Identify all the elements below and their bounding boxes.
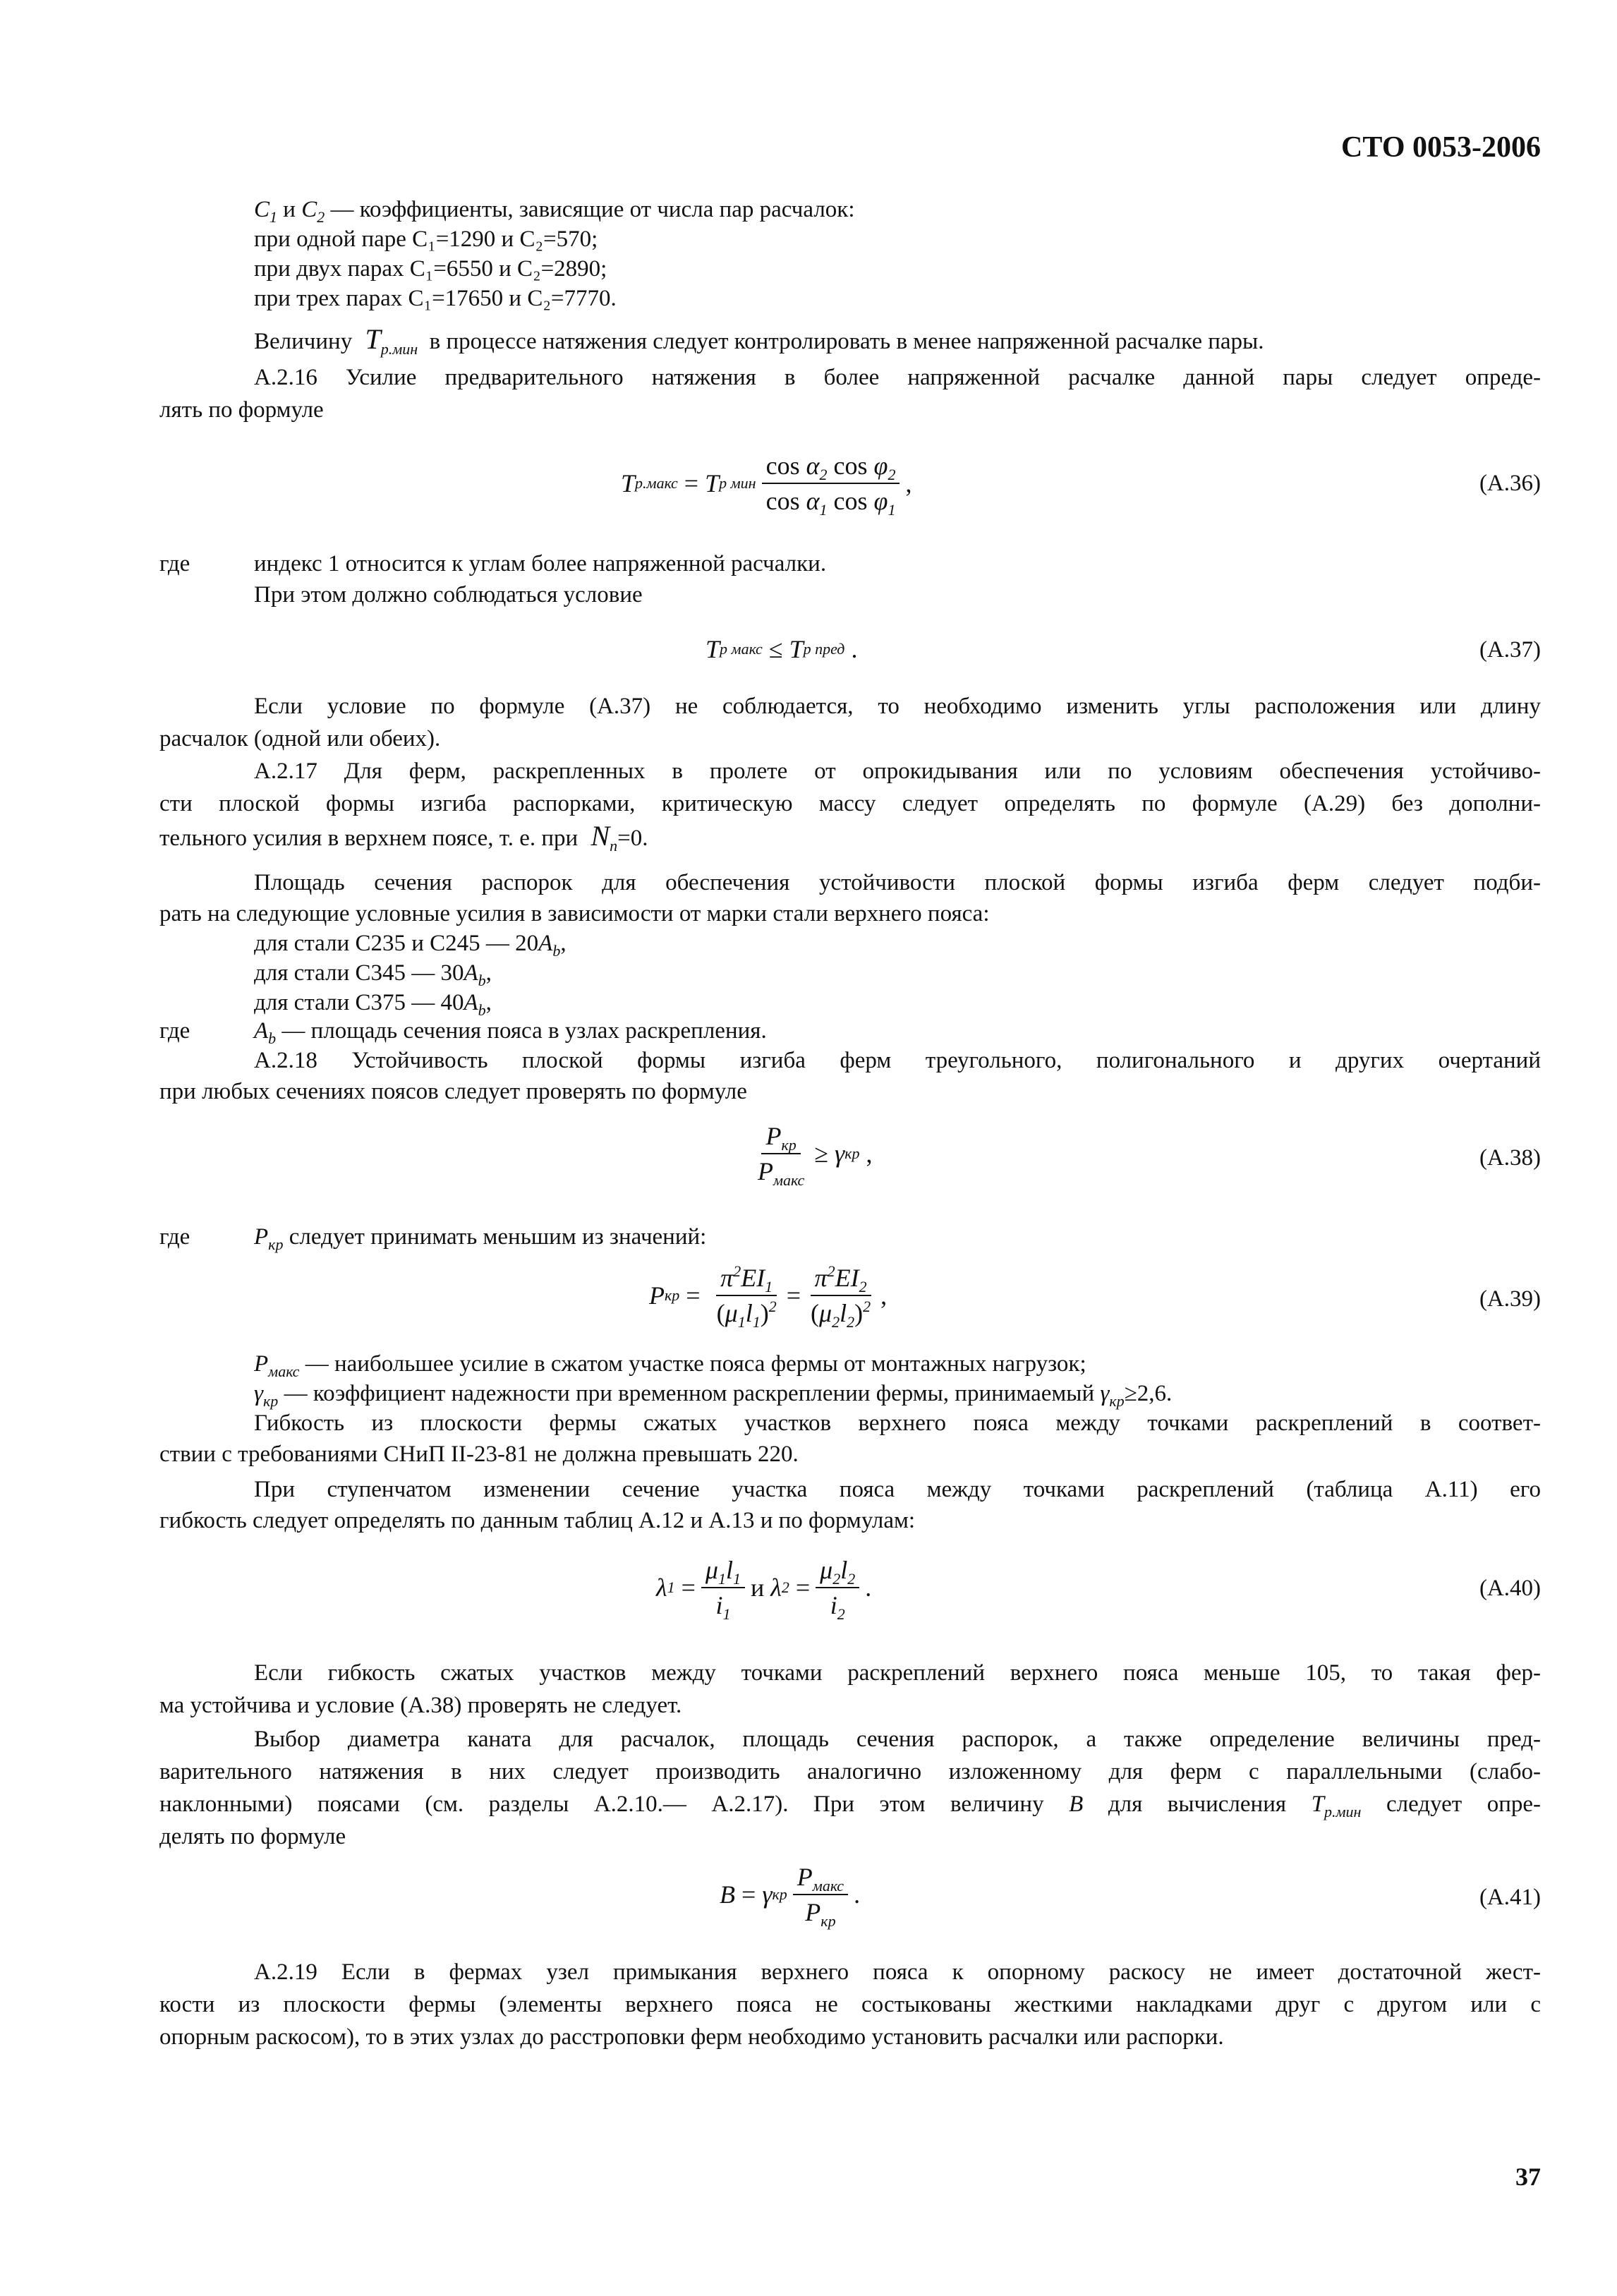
- where-label: где: [159, 1224, 190, 1250]
- if-not-line2: расчалок (одной или обеих).: [159, 726, 441, 751]
- flexibility-line1: Гибкость из плоскости фермы сжатых участков верхнего пояса между точками раскреплений в соответ-: [254, 1410, 1541, 1436]
- stepwise-line2: гибкость следует определять по данным таблиц А.12 и А.13 и по формулам:: [159, 1508, 916, 1533]
- choice-line4: делять по формуле: [159, 1824, 346, 1849]
- equation-a39: P кр = $\frac{\pi^2EI_1}{(\mu_1l_1)^2}$ = $\frac{\pi^2EI_2}{(\mu_2l_2)^2}$ ,: [649, 1262, 888, 1331]
- equation-a40-number: (А.40): [1479, 1576, 1541, 1601]
- equation-a41-number: (А.41): [1479, 1885, 1541, 1910]
- choice-line3: наклонными) поясами (см. разделы А.2.10.— А.2.17). При этом величину B для вычисления $T_{р.мин}$ следует опре-: [159, 1792, 1542, 1820]
- section-a217-line2: сти плоской формы изгиба распорками, критическую массу следует определять по формуле (А.29) без дополни-: [159, 791, 1541, 816]
- equation-a38-number: (А.38): [1479, 1145, 1541, 1171]
- condition-intro: При этом должно соблюдаться условие: [254, 582, 643, 608]
- if-not-line1: Если условие по формуле (А.37) не соблюдается, то необходимо изменить углы расположения или длину: [254, 694, 1541, 719]
- three-pairs-values: при трех парах C₁=17650 и C₂=7770.: [254, 286, 617, 311]
- choice-line2: варительного натяжения в них следует производить аналогично изложенному для ферм с параллельными (слабо-: [159, 1759, 1541, 1784]
- stable-line1: Если гибкость сжатых участков между точками раскреплений верхнего пояса меньше 105, то такая фер-: [254, 1660, 1541, 1686]
- brace-area-line1: Площадь сечения распорок для обеспечения устойчивости плоской формы изгиба ферм следует подби-: [254, 870, 1541, 895]
- c1c2-definition: $C_1$ и $C_2$ — коэффициенты, зависящие от числа пар расчалок:: [254, 197, 855, 226]
- one-pair-values: при одной паре C₁=1290 и C₂=570;: [254, 226, 598, 252]
- stepwise-line1: При ступенчатом изменении сечение участка пояса между точками раскреплений (таблица А.11) его: [254, 1477, 1541, 1502]
- brace-area-line2: рать на следующие условные усилия в зависимости от марки стали верхнего пояса:: [159, 901, 990, 926]
- document-code-header: СТО 0053-2006: [1341, 131, 1541, 164]
- section-a219-line3: опорным раскосом), то в этих узлах до расстроповки ферм необходимо установить расчалки или распорки.: [159, 2024, 1224, 2050]
- choice-line1: Выбор диаметра каната для расчалок, площадь сечения распорок, а также определение величины пред-: [254, 1727, 1541, 1752]
- gamma-definition: $\gamma_{кр}$ — коэффициент надежности при временном раскреплении фермы, принимаемый $\gamma_{кр}\ge 2,6$.: [254, 1381, 1173, 1410]
- flexibility-line2: ствии с требованиями СНиП II-23-81 не должна превышать 220.: [159, 1442, 799, 1467]
- equation-a38: $\frac{P_{кр}}{P_{макс}}$ ≥ γ кр ,: [748, 1115, 873, 1192]
- section-a217-line3: тельного усилия в верхнем поясе, т. е. при $N_п=0$.: [159, 820, 648, 854]
- steel-c235-c245: для стали С235 и С245 — $20A_b$,: [254, 931, 567, 960]
- two-pairs-values: при двух парах C₁=6550 и C₂=2890;: [254, 256, 607, 282]
- steel-c375: для стали С375 — $40A_b$,: [254, 990, 492, 1019]
- stable-line2: ма устойчива и условие (А.38) проверять не следует.: [159, 1693, 682, 1718]
- ab-definition: $A_b$ — площадь сечения пояса в узлах раскрепления.: [254, 1018, 767, 1047]
- equation-a36-number: (А.36): [1479, 471, 1541, 496]
- where-label: где: [159, 551, 190, 576]
- equation-a41: B = γ кр $\frac{P_{макс}}{P_{кр}}$ .: [720, 1856, 860, 1933]
- section-a218-line2: при любых сечениях поясов следует проверять по формуле: [159, 1079, 747, 1104]
- section-a216-line1: А.2.16 Усилие предварительного натяжения в более напряженной расчалке данной пары следует опреде-: [254, 365, 1541, 390]
- equation-a37: T р макс ≤ T р пред .: [705, 635, 858, 663]
- index-1-note: индекс 1 относится к углам более напряженной расчалки.: [254, 551, 827, 576]
- page-number: 37: [1515, 2163, 1541, 2191]
- equation-a36: T р.макс = T р мин $\frac{\cos \alpha_2 \cos \varphi_2}{\cos \alpha_1 \cos \varphi_1}$ ,: [621, 445, 912, 522]
- where-label: где: [159, 1018, 190, 1044]
- tmin-control-paragraph: Величину $T_{р.мин}$ в процессе натяжения следует контролировать в менее напряженной расчалке пары.: [254, 323, 1264, 358]
- section-a217-line1: А.2.17 Для ферм, раскрепленных в пролете от опрокидывания или по условиям обеспечения устойчиво-: [254, 759, 1541, 784]
- equation-a40: λ 1 = $\frac{\mu_1l_1}{i_1}$ и λ 2 = $\frac{\mu_2l_2}{i_2}$ .: [656, 1545, 871, 1630]
- section-a219-line1: А.2.19 Если в фермах узел примыкания верхнего пояса к опорному раскосу не имеет достаточной жест-: [254, 1959, 1541, 1985]
- section-a216-line2: лять по формуле: [159, 397, 324, 423]
- equation-a37-number: (А.37): [1479, 637, 1541, 663]
- section-a218-line1: А.2.18 Устойчивость плоской формы изгиба ферм треугольного, полигонального и других очертаний: [254, 1048, 1541, 1073]
- pmaks-definition: $P_{макс}$ — наибольшее усилие в сжатом участке пояса фермы от монтажных нагрузок;: [254, 1351, 1086, 1380]
- section-a219-line2: кости из плоскости фермы (элементы верхнего пояса не состыкованы жесткими накладками друг с другом или с: [159, 1992, 1541, 2017]
- steel-c345: для стали С345 — $30A_b$,: [254, 960, 492, 989]
- equation-a39-number: (А.39): [1479, 1286, 1541, 1312]
- pkr-take-note: $P_{кр}$ следует принимать меньшим из значений:: [254, 1224, 707, 1253]
